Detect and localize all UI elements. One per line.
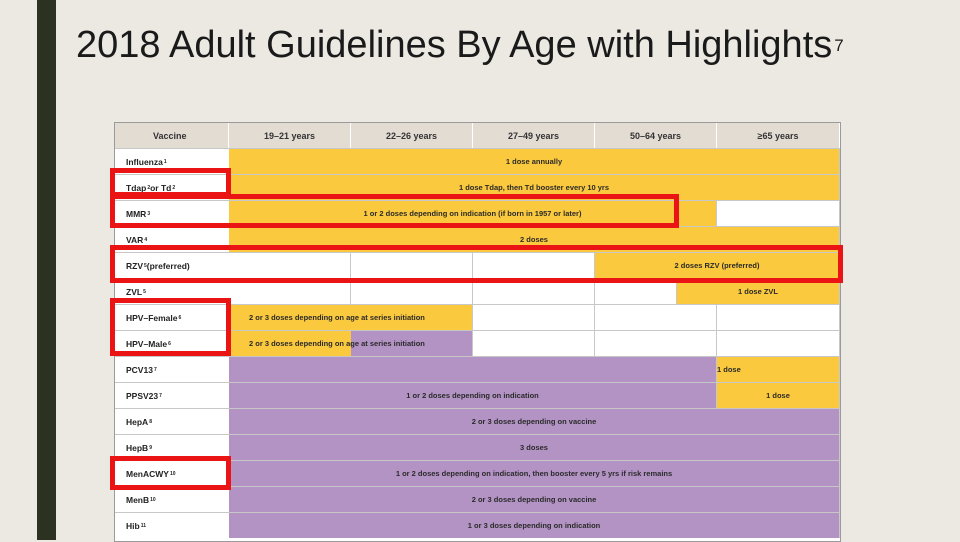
vaccine-name: ZVL 5 <box>115 279 229 304</box>
recommendation-bar: 2 doses RZV (preferred) <box>595 253 840 278</box>
recommendation-bar: 1 or 2 doses depending on indication <box>229 383 717 408</box>
highlight-menacwy <box>110 456 231 490</box>
empty-cell <box>595 331 717 356</box>
slide-accent-bar <box>37 0 56 540</box>
vaccine-name: PCV13 7 <box>115 357 229 382</box>
slide-title-text: 2018 Adult Guidelines By Age with Highlights <box>76 24 833 66</box>
vaccine-name: Tdap 2 or Td 2 <box>115 175 229 200</box>
header-22-26: 22–26 years <box>351 123 473 148</box>
header-19-21: 19–21 years <box>229 123 351 148</box>
recommendation-bar: 2 doses <box>229 227 840 252</box>
empty-cell <box>717 331 840 356</box>
header-50-64: 50–64 years <box>595 123 717 148</box>
recommendation-label: 2 or 3 doses depending on age at series initiation <box>229 331 473 356</box>
row-hepa <box>115 408 840 434</box>
recommendation-bar: 1 dose <box>717 357 840 382</box>
recommendation-bar: 2 or 3 doses depending on vaccine <box>229 409 840 434</box>
slide-title-ref: 7 <box>834 36 844 55</box>
empty-cell <box>717 201 840 226</box>
vaccine-name: HPV–Female 6 <box>115 305 229 330</box>
slide-title <box>76 22 896 69</box>
vaccine-name: Influenza 1 <box>115 149 229 174</box>
vaccine-name: HepA 8 <box>115 409 229 434</box>
empty-cell <box>595 305 717 330</box>
header-65-plus: ≥65 years <box>717 123 840 148</box>
header-vaccine: Vaccine <box>115 123 229 148</box>
recommendation-bar: 1 dose Tdap, then Td booster every 10 yrs <box>229 175 840 200</box>
empty-cell <box>473 331 595 356</box>
recommendation-bar: 2 or 3 doses depending on vaccine <box>229 487 840 512</box>
vaccine-name: VAR 4 <box>115 227 229 252</box>
row-pcv13 <box>115 356 840 382</box>
vaccine-name: MenACWY 10 <box>115 461 229 486</box>
recommendation-bar: 1 or 2 doses depending on indication, then booster every 5 yrs if risk remains <box>229 461 840 486</box>
highlight-tdap <box>110 168 231 197</box>
vaccine-name: MenB 10 <box>115 487 229 512</box>
header-27-49: 27–49 years <box>473 123 595 148</box>
highlight-hpv <box>110 298 231 356</box>
highlight-mmr <box>110 194 679 228</box>
empty-cell <box>473 305 595 330</box>
empty-cell <box>717 305 840 330</box>
vaccine-name: Hib 11 <box>115 513 229 538</box>
recommendation-bar: 1 or 3 doses depending on indication <box>229 513 840 538</box>
purple-segment <box>229 357 717 382</box>
highlight-rzv <box>110 245 843 283</box>
recommendation-bar: 1 or 2 doses depending on indication (if born in 1957 or later) <box>229 201 717 226</box>
recommendation-bar: 1 dose annually <box>229 149 840 174</box>
recommendation-bar: 1 dose <box>717 383 840 408</box>
recommendation-bar: 3 doses <box>229 435 840 460</box>
recommendation-bar: 2 or 3 doses depending on age at series initiation <box>229 305 473 330</box>
vaccine-name: RZV 5 (preferred) <box>115 253 229 278</box>
vaccine-name: HPV–Male 6 <box>115 331 229 356</box>
vaccine-name: PPSV23 7 <box>115 383 229 408</box>
row-hib <box>115 512 840 538</box>
recommendation-bar: 1 dose ZVL <box>677 279 840 304</box>
vaccine-name: MMR 3 <box>115 201 229 226</box>
vaccine-name: HepB 9 <box>115 435 229 460</box>
row-ppsv23 <box>115 382 840 408</box>
